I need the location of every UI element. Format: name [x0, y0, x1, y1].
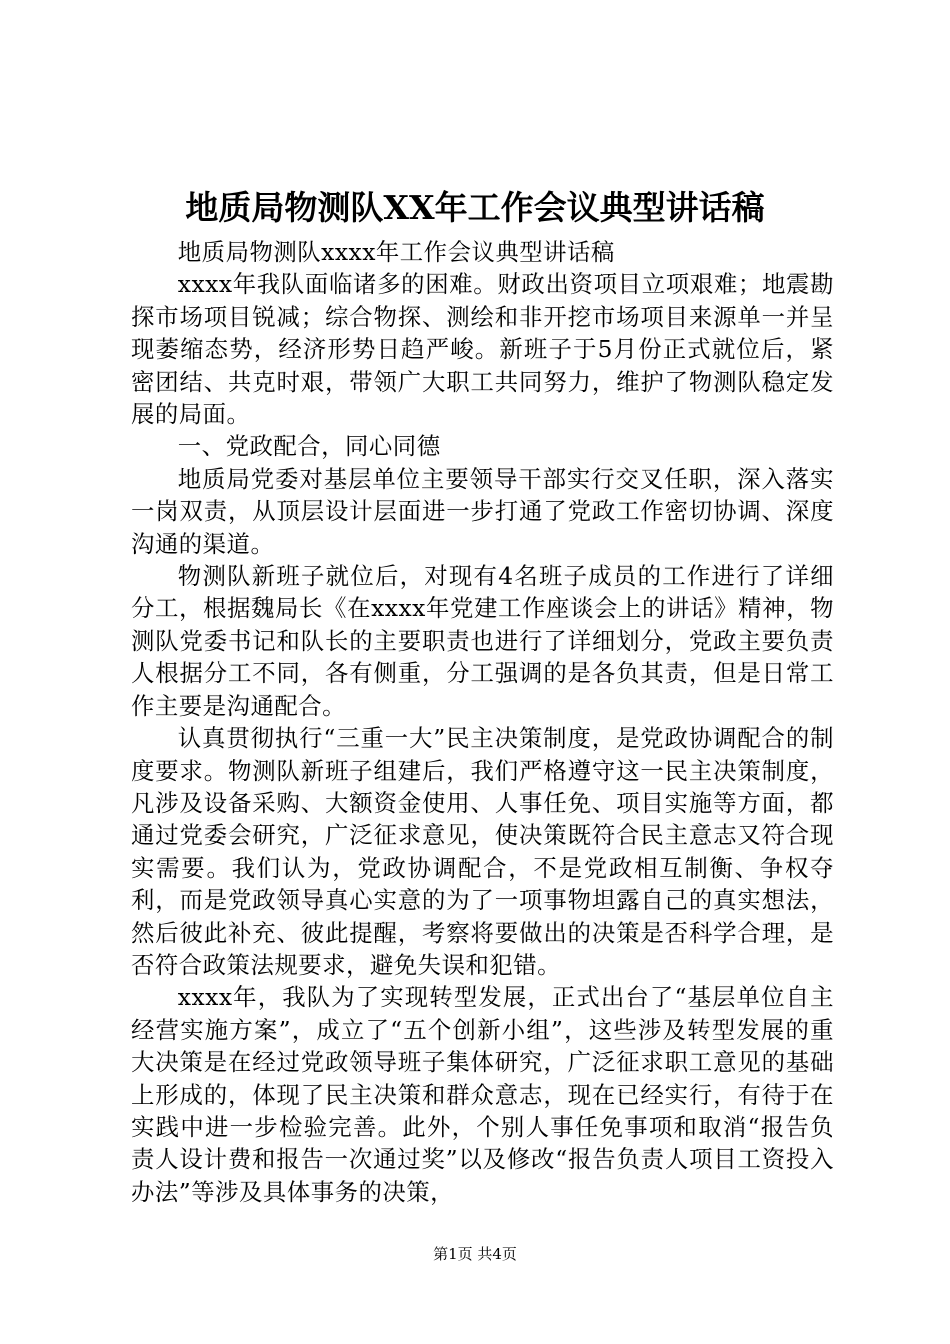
paragraph: 物测队新班子就位后，对现有4名班子成员的工作进行了详细分工，根据魏局长《在xxxx年党建工作座谈会上的讲话》精神，物测队党委书记和队长的主要职责也进行了详细划分，党政主要负责人根据分工不同，各有侧重，分工强调的是各负其责，但是日常工作主要是沟通配合。 [131, 562, 834, 720]
paragraph: xxxx年，我队为了实现转型发展，正式出台了“基层单位自主经营实施方案”，成立了“五个创新小组”，这些涉及转型发展的重大决策是在经过党政领导班子集体研究，广泛征求职工意见的基础上形成的，体现了民主决策和群众意志，现在已经实行，有待于在实践中进一步检验完善。此外，个别人事任免事项和取消“报告负责人设计费和报告一次通过奖”以及修改“报告负责人项目工资投入办法”等涉及具体事务的决策， [131, 983, 834, 1206]
document-body [131, 236, 834, 1208]
paragraph-subtitle: 地质局物测队xxxx年工作会议典型讲话稿 [177, 238, 615, 266]
document-title: 地质局物测队XX年工作会议典型讲话稿 [185, 188, 765, 227]
paragraph: 认真贯彻执行“三重一大”民主决策制度，是党政协调配合的制度要求。物测队新班子组建后，我们严格遵守这一民主决策制度，凡涉及设备采购、大额资金使用、人事任免、项目实施等方面，都通过党委会研究，广泛征求意见，使决策既符合民主意志又符合现实需要。我们认为，党政协调配合，不是党政相互制衡、争权夺利，而是党政领导真心实意的为了一项事物坦露自己的真实想法，然后彼此补充、彼此提醒，考察将要做出的决策是否科学合理，是否符合政策法规要求，避免失误和犯错。 [131, 724, 834, 979]
section-heading-1: 一、党政配合，同心同德 [177, 432, 441, 461]
page-footer: 第1页 共4页 [433, 1245, 517, 1263]
paragraph: 地质局党委对基层单位主要领导干部实行交叉任职，深入落实一岗双责，从顶层设计层面进一步打通了党政工作密切协调、深度沟通的渠道。 [131, 464, 834, 558]
paragraph-intro: xxxx年我队面临诸多的困难。财政出资项目立项艰难；地震勘探市场项目锐减；综合物探、测绘和非开挖市场项目来源单一并呈现萎缩态势，经济形势日趋严峻。新班子于5月份正式就位后，紧密团结、共克时艰，带领广大职工共同努力，维护了物测队稳定发展的局面。 [131, 270, 834, 429]
